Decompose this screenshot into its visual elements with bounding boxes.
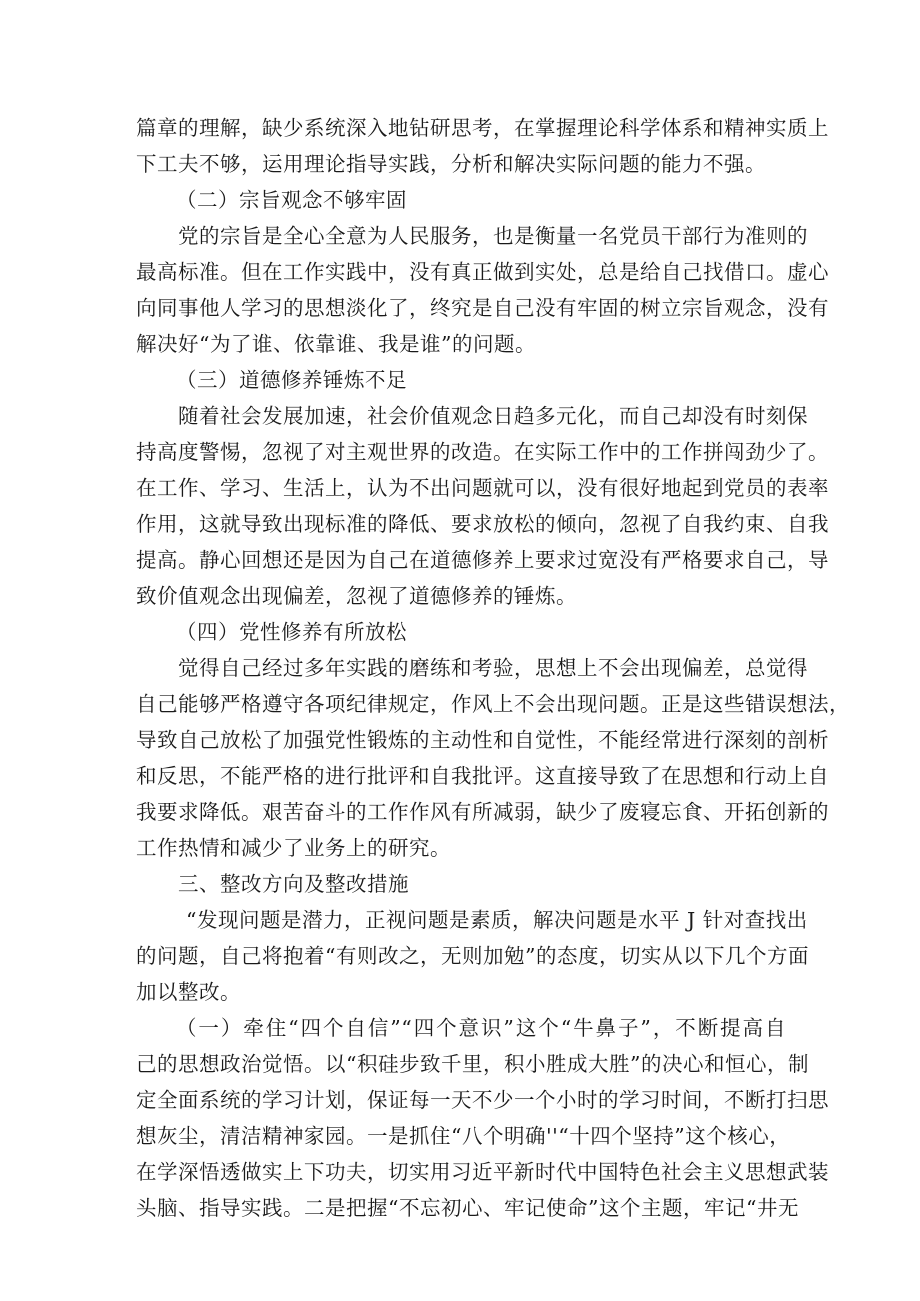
paragraph-first-line: 随着社会发展加速，社会价值观念日趋多元化，而自己却没有时刻保 [178, 404, 808, 428]
text-line: 加以整改。 [136, 980, 241, 1004]
text-line: 在工作、学习、生活上，认为不出问题就可以，没有很好地起到党员的表率 [136, 476, 829, 500]
text-line: 提高。静心回想还是因为自己在道德修养上要求过宽没有严格要求自己，导 [136, 548, 829, 572]
text-line: 定全面系统的学习计划，保证每一天不少一个小时的学习时间，不断打扫思 [136, 1088, 829, 1112]
text-line: 工作热情和减少了业务上的研究。 [136, 836, 451, 860]
text-line: 致价值观念出现偏差，忽视了道德修养的锤炼。 [136, 584, 577, 608]
text-line: 解决好“为了谁、依靠谁、我是谁”的问题。 [136, 332, 536, 356]
text-line: 篇章的理解，缺少系统深入地钻研思考，在掌握理论科学体系和精神实质上 [136, 116, 829, 140]
section-heading: （二）宗旨观念不够牢固 [176, 188, 407, 212]
text-line: 我要求降低。艰苦奋斗的工作作风有所减弱，缺少了废寝忘食、开拓创新的 [136, 800, 829, 824]
text-line: 己的思想政治觉悟。以“积硅步致千里，积小胜成大胜”的决心和恒心，制 [136, 1052, 809, 1076]
paragraph-first-line: “发现问题是潜力，正视问题是素质，解决问题是水平 J 针对查找出 [186, 908, 808, 932]
text-line: 头脑、指导实践。二是把握“不忘初心、牢记使命”这个主题，牢记“井无 [136, 1196, 799, 1220]
section-heading: （三）道德修养锤炼不足 [176, 368, 407, 392]
section-heading: （四）党性修养有所放松 [176, 620, 407, 644]
text-line: 下工夫不够，运用理论指导实践，分析和解决实际问题的能力不强。 [136, 152, 766, 176]
paragraph-first-line: （一）牵住“四个自信”“四个意识”这个“牛鼻子”，不断提高自 [176, 1016, 786, 1040]
text-line: 的问题，自己将抱着“有则改之，无则加勉”的态度，切实从以下几个方面 [136, 944, 809, 968]
text-line: 自己能够严格遵守各项纪律规定，作风上不会出现问题。正是这些错误想法， [136, 692, 850, 716]
text-line: 作用，这就导致出现标准的降低、要求放松的倾向，忽视了自我约束、自我 [136, 512, 829, 536]
text-line: 最高标准。但在工作实践中，没有真正做到实处，总是给自己找借口。虚心 [136, 260, 829, 284]
chapter-heading: 三、整改方向及整改措施 [178, 872, 409, 896]
text-line: 导致自己放松了加强党性锻炼的主动性和自觉性，不能经常进行深刻的剖析 [136, 728, 829, 752]
paragraph-first-line: 觉得自己经过多年实践的磨练和考验，思想上不会出现偏差，总觉得 [178, 656, 808, 680]
paragraph-first-line: 党的宗旨是全心全意为人民服务，也是衡量一名党员干部行为准则的 [178, 224, 808, 248]
text-line: 向同事他人学习的思想淡化了，终究是自己没有牢固的树立宗旨观念，没有 [136, 296, 829, 320]
text-line: 想灰尘，清洁精神家园。一是抓住“八个明确''“十四个坚持”这个核心， [136, 1124, 791, 1148]
text-line: 在学深悟透做实上下功夫，切实用习近平新时代中国特色社会主义思想武装 [136, 1160, 829, 1184]
text-line: 和反思，不能严格的进行批评和自我批评。这直接导致了在思想和行动上自 [136, 764, 829, 788]
text-line: 持高度警惕，忽视了对主观世界的改造。在实际工作中的工作拼闯劲少了。 [136, 440, 829, 464]
